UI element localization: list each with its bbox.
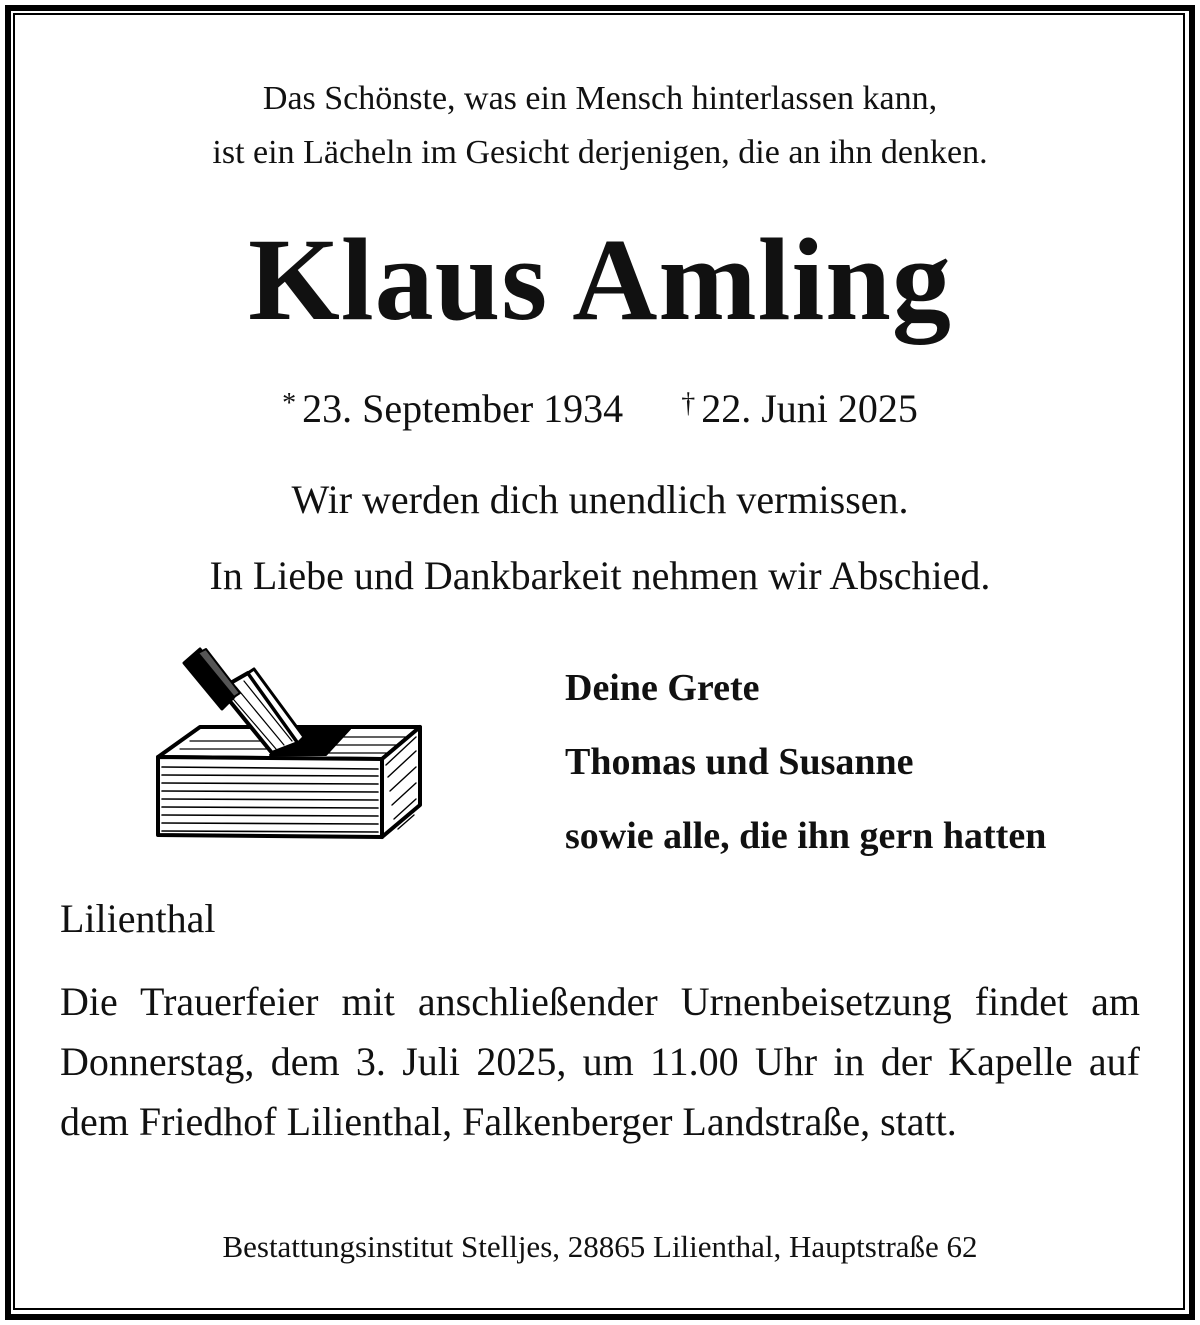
life-dates [0,378,1200,435]
ceremony-text: Die Trauerfeier mit anschließender Urnenbeisetzung findet am Donnerstag, dem 3. Juli 2025, um 11.00 Uhr in der Kapelle auf dem Friedhof Lilienthal, Falkenberger Landstraße, statt. [60,979,1140,1144]
message-line-1: Wir werden dich unendlich vermissen. [291,477,909,522]
mourners-list [565,651,1046,873]
quote-line-1: Das Schönste, was ein Mensch hinterlassen kann, [262,80,938,117]
wood-plane-icon [150,645,425,845]
funeral-home-footer: Bestattungsinstitut Stelljes, 28865 Lilienthal, Hauptstraße 62 [222,1229,978,1264]
quote-line-2: ist ein Lächeln im Gesicht derjenigen, die an ihn denken. [212,134,988,171]
birth-symbol: * [282,388,297,419]
mourner-3: sowie alle, die ihn gern hatten [565,815,1047,857]
deceased-name: Klaus Amling [248,214,952,345]
death-date: 22. Juni 2025 [701,386,918,431]
message-line-2: In Liebe und Dankbarkeit nehmen wir Abschied. [209,553,991,598]
location: Lilienthal [60,896,216,941]
mourner-1: Deine Grete [565,667,760,709]
birth-date: 23. September 1934 [302,386,624,431]
mourner-2: Thomas und Susanne [565,741,914,783]
death-symbol: † [681,388,696,419]
